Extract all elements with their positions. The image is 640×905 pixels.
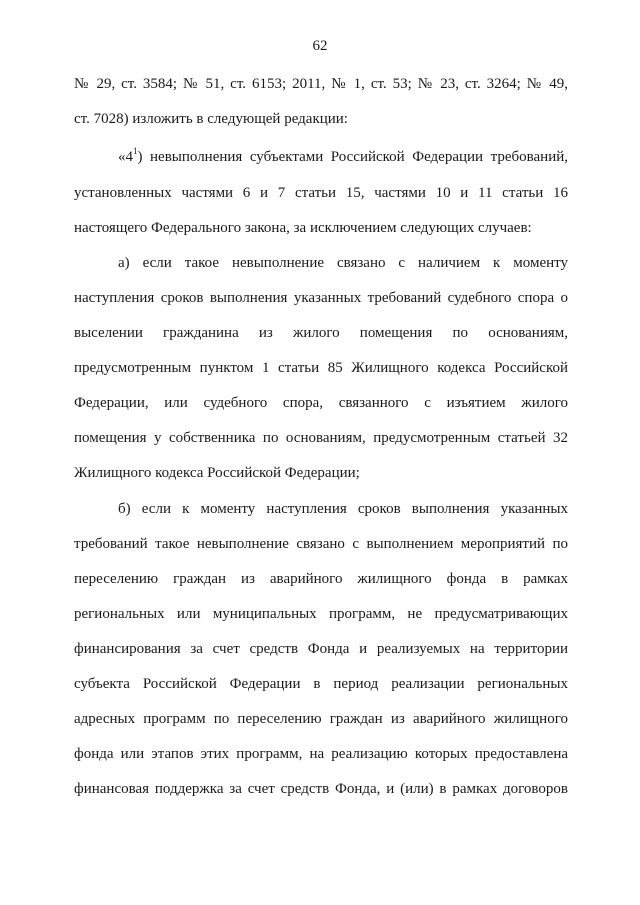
text-line: переселению граждан из аварийного жилищного фонда в рамках (74, 571, 568, 587)
text-line: субъекта Российской Федерации в период реализации региональных (74, 676, 568, 692)
text-line: финансовая поддержка за счет средств Фонда, и (или) в рамках договоров (74, 781, 568, 797)
text-line: адресных программ по переселению граждан из аварийного жилищного (74, 711, 568, 727)
text-line: Жилищного кодекса Российской Федерации; (74, 465, 360, 481)
text-line: наступления сроков выполнения указанных требований судебного спора о (74, 290, 568, 306)
text-line: а) если такое невыполнение связано с наличием к моменту (118, 255, 568, 271)
text-line: региональных или муниципальных программ, не предусматривающих (74, 606, 568, 622)
text-line: б) если к моменту наступления сроков выполнения указанных (118, 501, 568, 517)
text-line: помещения у собственника по основаниям, предусмотренным статьей 32 (74, 430, 568, 446)
text-line: № 29, ст. 3584; № 51, ст. 6153; 2011, № 1, ст. 53; № 23, ст. 3264; № 49, (74, 76, 568, 92)
text-line: фонда или этапов этих программ, на реализацию которых предоставлена (74, 746, 568, 762)
text-line: требований такое невыполнение связано с выполнением мероприятий по (74, 536, 568, 552)
superscript: 1 (133, 146, 138, 156)
text-line: предусмотренным пунктом 1 статьи 85 Жилищного кодекса Российской (74, 360, 568, 376)
text-line: финансирования за счет средств Фонда и реализуемых на территории (74, 641, 568, 657)
text-line: выселении гражданина из жилого помещения по основаниям, (74, 325, 568, 341)
text-line: настоящего Федерального закона, за исключением следующих случаев: (74, 220, 532, 236)
text-line: Федерации, или судебного спора, связанного с изъятием жилого (74, 395, 568, 411)
text-line-with-superscript (118, 148, 568, 166)
line-text: ) невыполнения субъектами Российской Федерации требований, (137, 149, 568, 165)
item-marker: «4 (118, 149, 133, 165)
text-line: установленных частями 6 и 7 статьи 15, частями 10 и 11 статьи 16 (74, 185, 568, 201)
page-number: 62 (312, 38, 328, 54)
text-line: ст. 7028) изложить в следующей редакции: (74, 111, 348, 127)
